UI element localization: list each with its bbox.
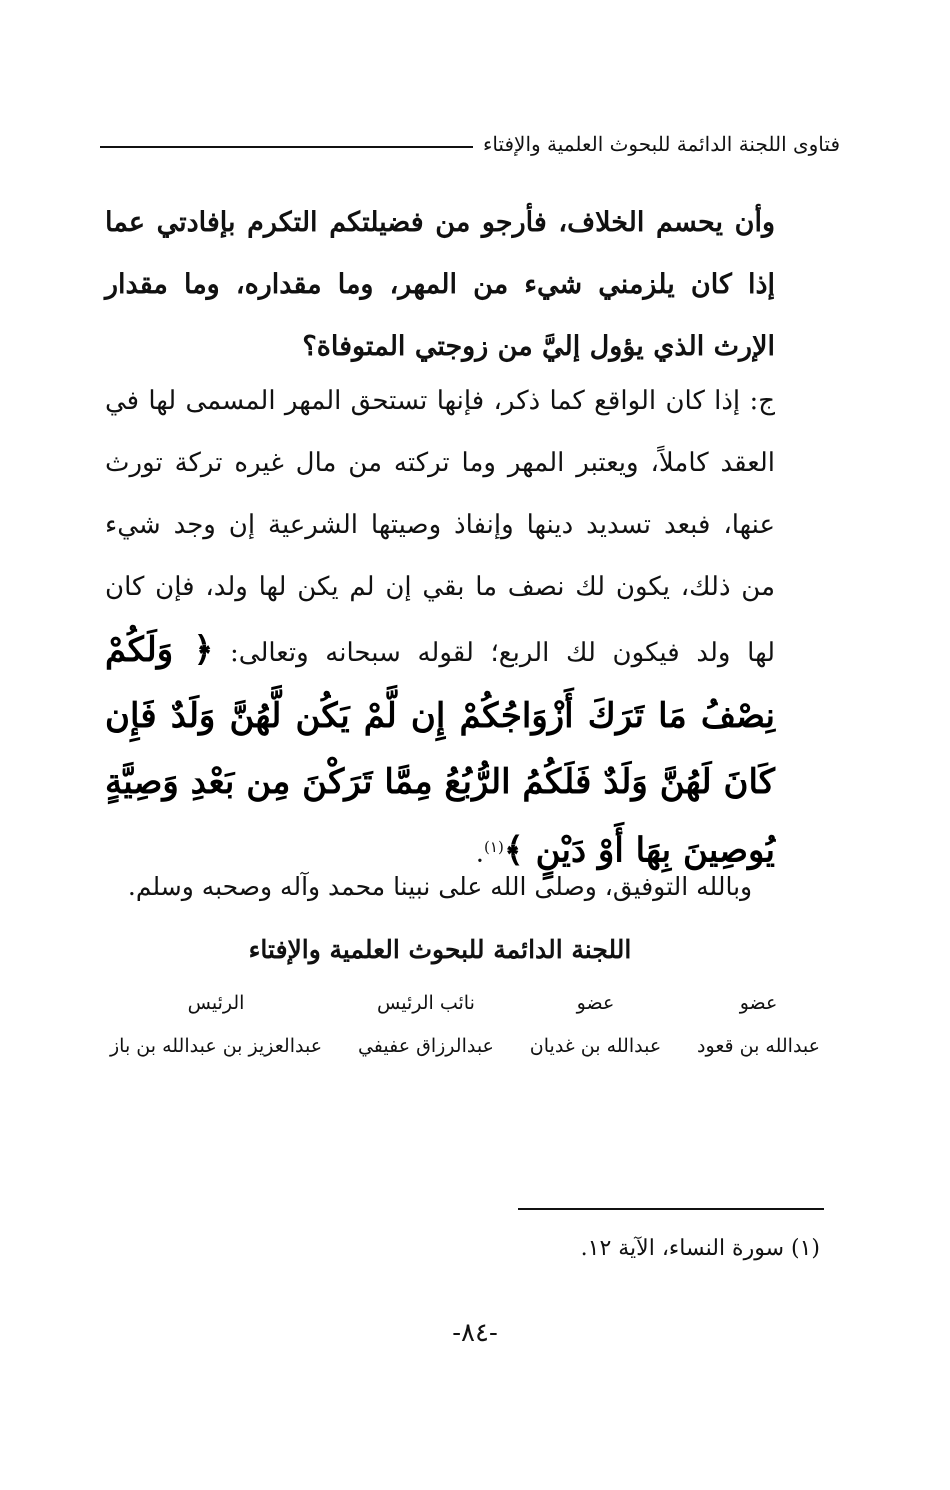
answer-text: ج: إذا كان الواقع كما ذكر، فإنها تستحق المهر المسمى لها في العقد كاملاً، ويعتبر المهر وما تركته من مال غيره تركة تورث عنها، فبعد تسديد دينها وإنفاذ وصيتها الشرعية إن وجد شيء من ذلك، يكون لك نصف ما بقي إن لم يكن لها ولد، فإن كان لها ولد فيكون لك الربع؛ لقوله سبحانه وتعالى: xyxy=(105,386,775,668)
page-number: -٨٤- xyxy=(452,1318,498,1348)
signature-name: عبدالرزاق عفيفي xyxy=(357,1035,494,1057)
signature-member-2 xyxy=(530,988,661,1066)
footnote-reference: (١) xyxy=(484,838,504,856)
running-header xyxy=(100,132,840,156)
signature-president xyxy=(110,988,322,1066)
signature-title: الرئيس xyxy=(187,992,245,1014)
committee-title: اللجنة الدائمة للبحوث العلمية والإفتاء xyxy=(248,935,632,964)
end-mark: . xyxy=(475,838,485,869)
closing-line: وبالله التوفيق، وصلى الله على نبينا محمد وآله وصحبه وسلم. xyxy=(127,872,753,901)
signature-block xyxy=(110,988,820,1066)
signature-title: عضو xyxy=(576,992,615,1014)
question-paragraph: وأن يحسم الخلاف، فأرجو من فضيلتكم التكرم بإفادتي عما إذا كان يلزمني شيء من المهر، وما مقداره، وما مقدار الإرث الذي يؤول إليَّ من زوجتي المتوفاة؟ xyxy=(105,207,775,362)
quran-close-bracket: ﴾ xyxy=(503,830,524,871)
answer-paragraph xyxy=(105,370,775,885)
signature-name: عبدالله بن غديان xyxy=(529,1035,662,1057)
footnote-rule xyxy=(518,1208,824,1210)
signature-name: عبدالعزيز بن عبدالله بن باز xyxy=(110,1035,323,1057)
header-title: فتاوى اللجنة الدائمة للبحوث العلمية والإفتاء xyxy=(482,132,840,156)
footnote: (١) سورة النساء، الآية ١٢. xyxy=(580,1236,820,1261)
signature-title: نائب الرئيس xyxy=(377,992,475,1014)
signature-member-1 xyxy=(697,988,820,1066)
signature-name: عبدالله بن قعود xyxy=(697,1035,820,1057)
quran-text: وَلَكُمْ نِصْفُ مَا تَرَكَ أَزْوَاجُكُمْ إِن لَّمْ يَكُن لَّهُنَّ وَلَدٌ فَإِن كَانَ لَهُنَّ وَلَدٌ فَلَكُمُ الرُّبُعُ مِمَّا تَرَكْنَ مِن بَعْدِ وَصِيَّةٍ يُوصِينَ بِهَا أَوْ دَيْنٍ xyxy=(105,630,775,871)
signature-vice-president xyxy=(358,988,494,1066)
signature-title: عضو xyxy=(739,992,778,1014)
header-rule xyxy=(100,146,473,148)
quran-open-bracket: ﴿ xyxy=(193,630,214,670)
